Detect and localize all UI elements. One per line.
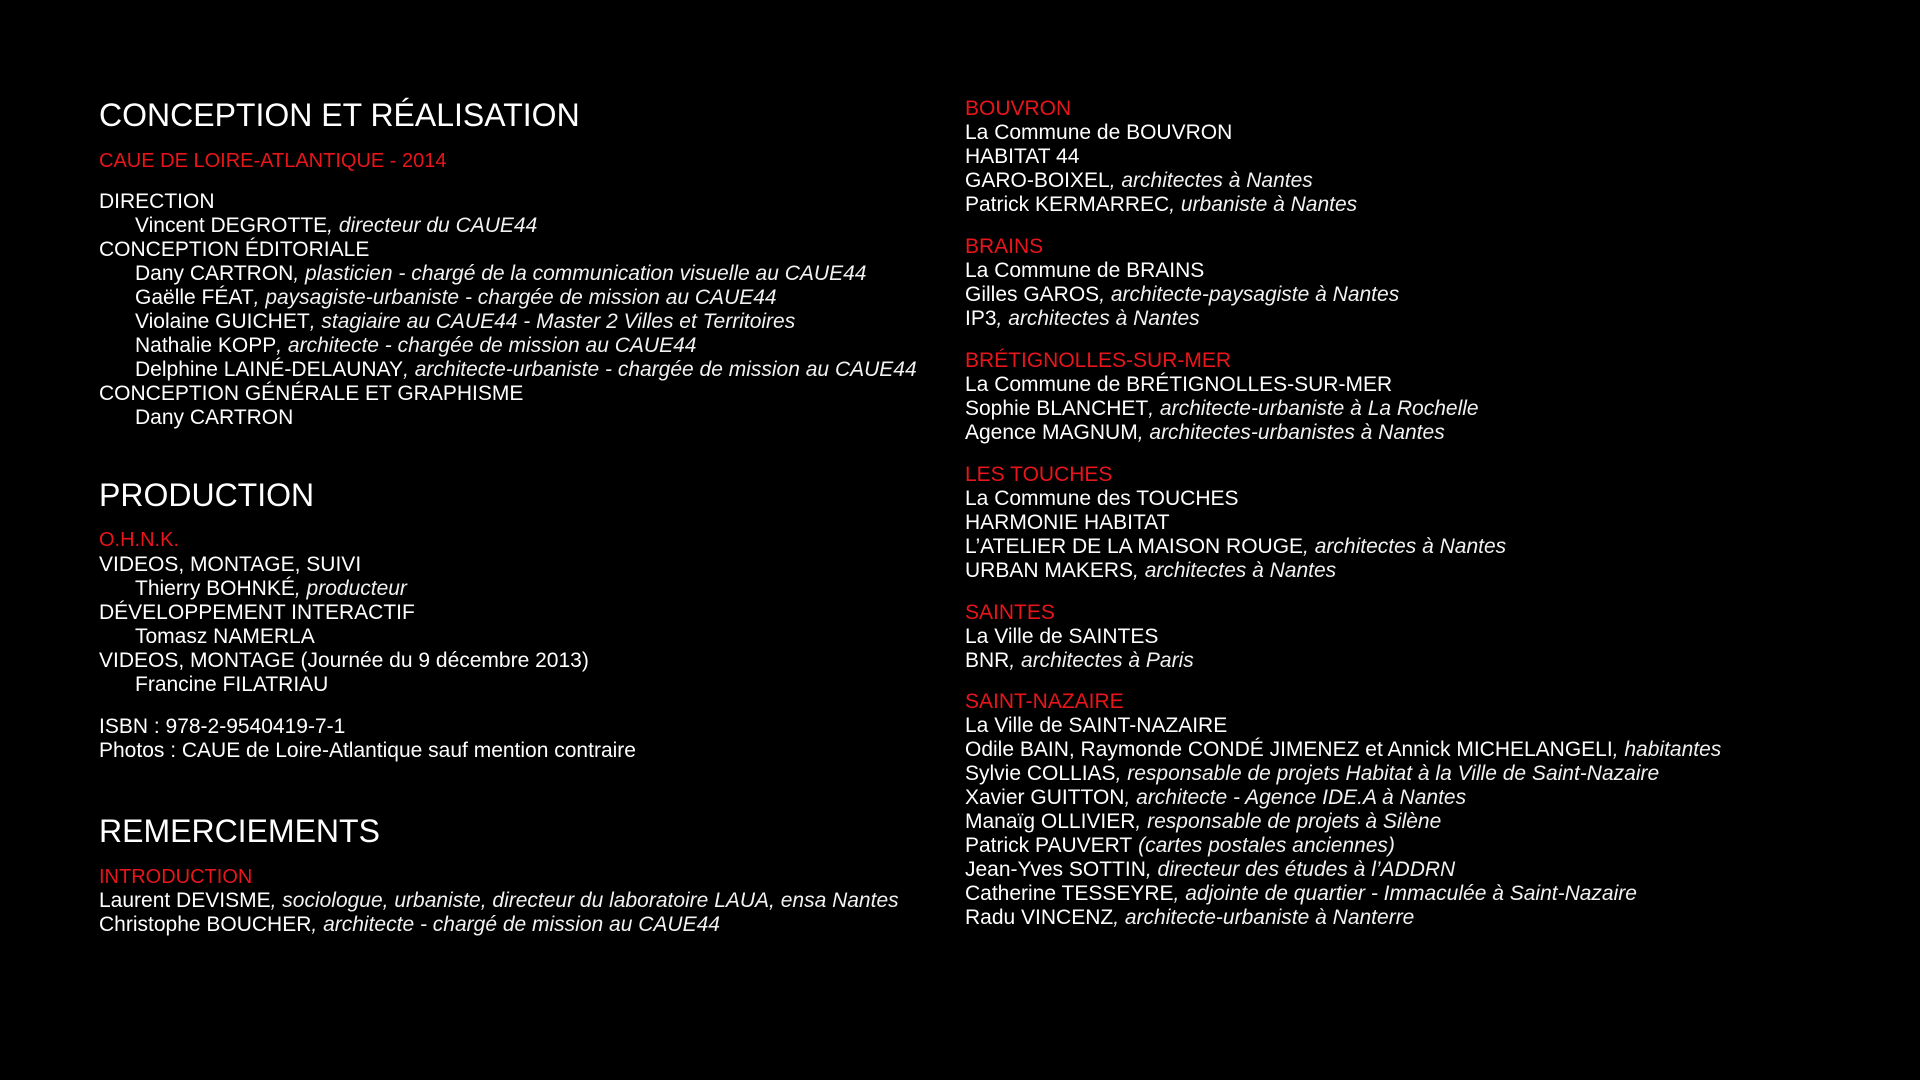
credit-line xyxy=(965,193,1357,217)
credit-line xyxy=(965,259,1399,283)
credit-name: Tomasz NAMERLA xyxy=(135,625,315,648)
credit-name: CONCEPTION GÉNÉRALE ET GRAPHISME xyxy=(99,382,524,405)
thanks-section-title: BRÉTIGNOLLES-SUR-MER xyxy=(965,349,1232,372)
credit-role: , plasticien - chargé de la communication visuelle au CAUE44 xyxy=(293,262,867,285)
thanks-section-lines xyxy=(965,714,1721,930)
credit-line xyxy=(965,421,1479,445)
credit-line xyxy=(99,214,917,238)
credit-role: , responsable de projets Habitat à la Ville de Saint-Nazaire xyxy=(1115,762,1660,785)
isbn-text: ISBN : 978-2-9540419-7-1 xyxy=(99,715,346,738)
credit-line xyxy=(965,882,1721,906)
conception-org: CAUE DE LOIRE-ATLANTIQUE - 2014 xyxy=(99,150,447,172)
credit-line xyxy=(99,382,917,406)
credit-line xyxy=(99,238,917,262)
credit-role: (cartes postales anciennes) xyxy=(1132,834,1395,857)
credit-role: , architectes à Paris xyxy=(1009,649,1194,672)
thanks-section-title: SAINT-NAZAIRE xyxy=(965,690,1124,713)
credit-name: GARO-BOIXEL xyxy=(965,169,1110,192)
credit-name: Patrick PAUVERT xyxy=(965,834,1133,857)
credit-role: , architectes à Nantes xyxy=(996,307,1200,330)
credit-name: Thierry BOHNKÉ xyxy=(135,577,295,600)
credit-line xyxy=(99,310,917,334)
credit-line xyxy=(99,913,899,937)
credit-line xyxy=(965,858,1721,882)
credit-role: , architecte-urbaniste à La Rochelle xyxy=(1148,397,1479,420)
credit-line xyxy=(99,358,917,382)
credit-name: Agence MAGNUM xyxy=(965,421,1138,444)
credit-line xyxy=(965,145,1357,169)
credit-line xyxy=(965,397,1479,421)
credit-line xyxy=(965,559,1506,583)
remerciements-section xyxy=(99,811,380,851)
thanks-section xyxy=(965,97,1357,217)
credit-line xyxy=(965,625,1194,649)
thanks-section xyxy=(965,463,1506,583)
credit-role: , architectes-urbanistes à Nantes xyxy=(1137,421,1445,444)
conception-org-block xyxy=(99,149,447,173)
credit-name: La Ville de SAINTES xyxy=(965,625,1159,648)
credit-line xyxy=(965,121,1357,145)
credit-name: Christophe BOUCHER xyxy=(99,913,312,936)
credit-role: , directeur des études à l’ADDRN xyxy=(1145,858,1456,881)
credit-line xyxy=(99,577,589,601)
credit-line xyxy=(965,649,1194,673)
credit-role: , architecte - Agence IDE.A à Nantes xyxy=(1124,786,1467,809)
credit-line xyxy=(99,649,589,673)
credit-role: , architecte - chargée de mission au CAUE44 xyxy=(276,334,697,357)
remerciements-credits xyxy=(99,889,899,937)
production-section xyxy=(99,475,314,515)
credit-line xyxy=(965,511,1506,535)
credit-line xyxy=(99,553,589,577)
credit-name: Dany CARTRON xyxy=(135,406,294,429)
production-org-block xyxy=(99,528,179,552)
credit-role: , directeur du CAUE44 xyxy=(327,214,538,237)
credit-line xyxy=(99,889,899,913)
production-credits xyxy=(99,553,589,697)
credit-role: , architectes à Nantes xyxy=(1133,559,1337,582)
thanks-section-lines xyxy=(965,487,1506,583)
thanks-section xyxy=(965,690,1721,930)
credit-role: , architecte-urbaniste à Nanterre xyxy=(1113,906,1415,929)
credit-name: Sophie BLANCHET xyxy=(965,397,1149,420)
credit-line xyxy=(965,283,1399,307)
credit-line xyxy=(965,834,1721,858)
credit-name: Laurent DEVISME xyxy=(99,889,271,912)
remerciements-org: INTRODUCTION xyxy=(99,866,253,888)
credit-name: Xavier GUITTON xyxy=(965,786,1125,809)
credit-name: Jean-Yves SOTTIN xyxy=(965,858,1146,881)
credit-name: HABITAT 44 xyxy=(965,145,1080,168)
thanks-section xyxy=(965,235,1399,331)
credit-name: BNR xyxy=(965,649,1010,672)
credit-line xyxy=(99,406,917,430)
credit-line xyxy=(965,906,1721,930)
credit-line xyxy=(99,334,917,358)
credit-role: , adjointe de quartier - Immaculée à Saint-Nazaire xyxy=(1173,882,1637,905)
thanks-section-title: BRAINS xyxy=(965,235,1044,258)
credit-name: VIDEOS, MONTAGE (Journée du 9 décembre 2013) xyxy=(99,649,589,672)
credit-name: VIDEOS, MONTAGE, SUIVI xyxy=(99,553,362,576)
credit-line xyxy=(965,307,1399,331)
credit-line xyxy=(965,169,1357,193)
remerciements-org-block xyxy=(99,865,252,889)
credit-name: Catherine TESSEYRE xyxy=(965,882,1174,905)
thanks-section-lines xyxy=(965,373,1479,445)
credit-name: La Commune de BRÉTIGNOLLES-SUR-MER xyxy=(965,373,1393,396)
thanks-section xyxy=(965,601,1194,673)
credit-name: Sylvie COLLIAS xyxy=(965,762,1116,785)
credit-line xyxy=(965,535,1506,559)
credit-line xyxy=(99,262,917,286)
credit-line xyxy=(99,190,917,214)
credit-role: , architectes à Nantes xyxy=(1109,169,1313,192)
credit-name: Gilles GAROS xyxy=(965,283,1100,306)
credit-name: Nathalie KOPP xyxy=(135,334,277,357)
thanks-section-title: BOUVRON xyxy=(965,97,1072,120)
credit-name: IP3 xyxy=(965,307,997,330)
credit-role: , sociologue, urbaniste, directeur du laboratoire LAUA, ensa Nantes xyxy=(270,889,899,912)
conception-credits xyxy=(99,190,917,430)
credit-role: , paysagiste-urbaniste - chargée de mission au CAUE44 xyxy=(253,286,777,309)
credit-role: , producteur xyxy=(294,577,407,600)
credit-line xyxy=(965,373,1479,397)
thanks-section xyxy=(965,349,1479,445)
credit-name: DIRECTION xyxy=(99,190,215,213)
credit-role: , urbaniste à Nantes xyxy=(1169,193,1358,216)
thanks-section-lines xyxy=(965,259,1399,331)
production-title: PRODUCTION xyxy=(99,477,315,513)
credit-name: Gaëlle FÉAT xyxy=(135,286,254,309)
thanks-section-lines xyxy=(965,625,1194,673)
thanks-section-title: SAINTES xyxy=(965,601,1055,624)
credit-name: La Commune de BRAINS xyxy=(965,259,1205,282)
remerciements-title: REMERCIEMENTS xyxy=(99,813,380,849)
thanks-section-title: LES TOUCHES xyxy=(965,463,1113,486)
conception-section xyxy=(99,95,580,135)
credit-name: HARMONIE HABITAT xyxy=(965,511,1170,534)
credit-name: La Commune des TOUCHES xyxy=(965,487,1239,510)
credit-name: La Commune de BOUVRON xyxy=(965,121,1233,144)
credit-name: Manaïg OLLIVIER xyxy=(965,810,1136,833)
credit-name: Francine FILATRIAU xyxy=(135,673,329,696)
credit-name: Odile BAIN, Raymonde CONDÉ JIMENEZ et Annick MICHELANGELI xyxy=(965,738,1613,761)
thanks-section-lines xyxy=(965,121,1357,217)
credit-name: Patrick KERMARREC xyxy=(965,193,1170,216)
credit-role: , architecte - chargé de mission au CAUE44 xyxy=(311,913,720,936)
credit-role: , architecte-paysagiste à Nantes xyxy=(1099,283,1400,306)
credit-name: Radu VINCENZ xyxy=(965,906,1114,929)
isbn-block xyxy=(99,715,636,763)
credit-name: DÉVELOPPEMENT INTERACTIF xyxy=(99,601,415,624)
credit-name: Delphine LAINÉ-DELAUNAY xyxy=(135,358,404,381)
credit-line xyxy=(99,625,589,649)
credit-name: L’ATELIER DE LA MAISON ROUGE xyxy=(965,535,1304,558)
credit-line xyxy=(965,714,1721,738)
credit-role: , architectes à Nantes xyxy=(1303,535,1507,558)
credit-name: Vincent DEGROTTE xyxy=(135,214,328,237)
production-org: O.H.N.K. xyxy=(99,529,180,551)
credit-name: La Ville de SAINT-NAZAIRE xyxy=(965,714,1228,737)
photos-credit: Photos : CAUE de Loire-Atlantique sauf mention contraire xyxy=(99,739,636,762)
credit-line xyxy=(965,738,1721,762)
credit-line xyxy=(965,786,1721,810)
credit-name: Dany CARTRON xyxy=(135,262,294,285)
credit-role: , responsable de projets à Silène xyxy=(1135,810,1442,833)
credit-line xyxy=(965,762,1721,786)
credit-role: , stagiaire au CAUE44 - Master 2 Villes et Territoires xyxy=(309,310,796,333)
credit-line xyxy=(99,286,917,310)
credit-role: , habitantes xyxy=(1612,738,1722,761)
credit-line xyxy=(99,673,589,697)
credit-name: Violaine GUICHET xyxy=(135,310,310,333)
credit-line xyxy=(965,487,1506,511)
credit-line xyxy=(99,601,589,625)
credit-name: URBAN MAKERS xyxy=(965,559,1134,582)
credit-role: , architecte-urbaniste - chargée de mission au CAUE44 xyxy=(403,358,917,381)
conception-title: CONCEPTION ET RÉALISATION xyxy=(99,97,580,133)
credit-line xyxy=(965,810,1721,834)
credit-name: CONCEPTION ÉDITORIALE xyxy=(99,238,370,261)
